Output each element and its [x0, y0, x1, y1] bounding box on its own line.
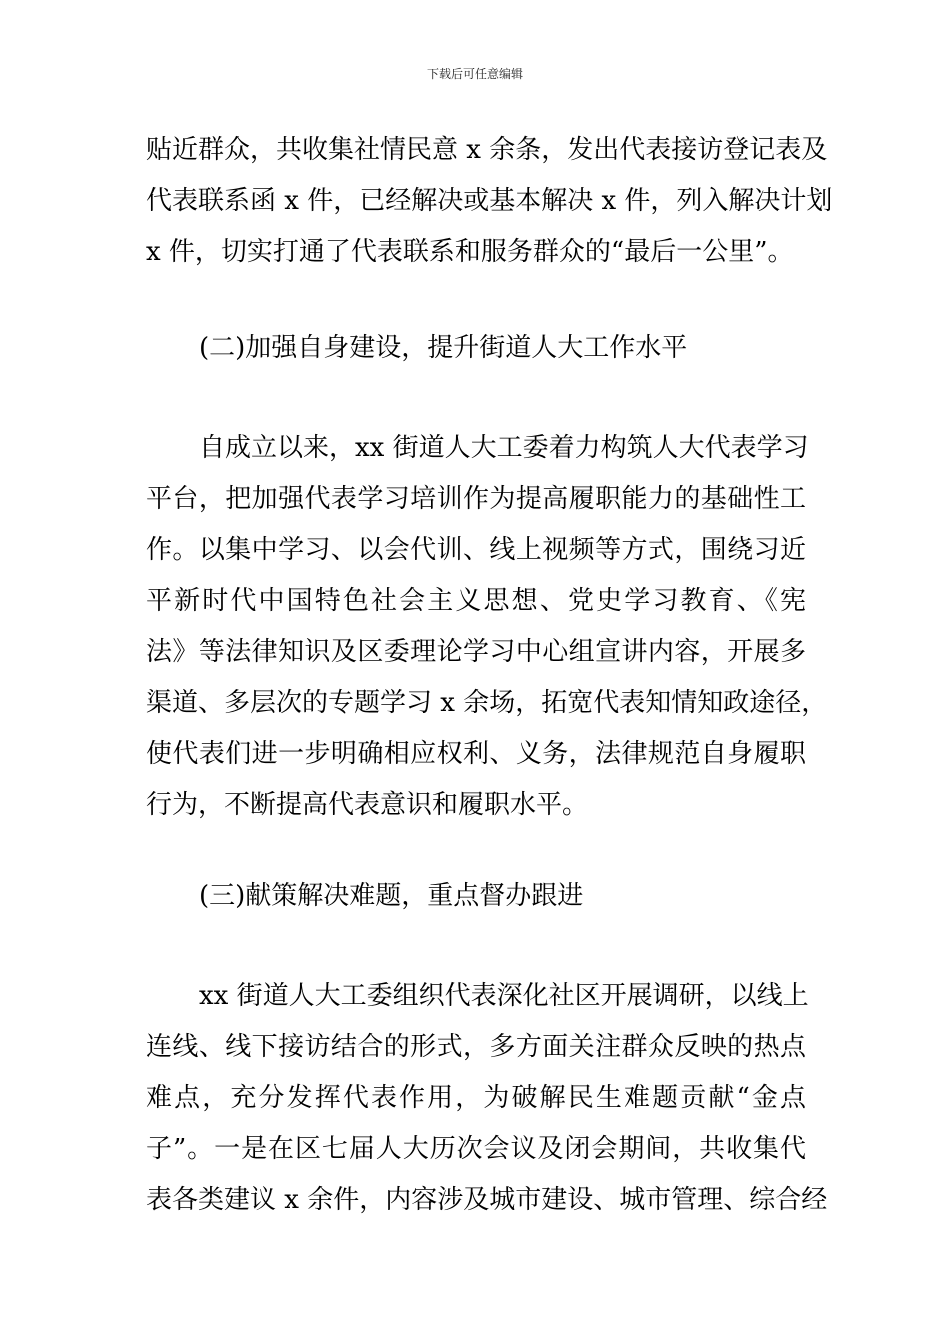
paragraph-line: 难点，充分发挥代表作用，为破解民生难题贡献“金点	[146, 1083, 806, 1113]
paragraph-line: 子”。一是在区七届人大历次会议及闭会期间，共收集代	[146, 1134, 806, 1164]
paragraph-line: 表各类建议 x 余件，内容涉及城市建设、城市管理、综合经	[146, 1185, 828, 1215]
paragraph-line: 平新时代中国特色社会主义思想、党史学习教育、《宪	[146, 586, 806, 616]
paragraph-line: xx 街道人大工委组织代表深化社区开展调研，以线上	[199, 981, 809, 1011]
paragraph-line: 使代表们进一步明确相应权利、义务，法律规范自身履职	[146, 739, 806, 769]
page-header: 下载后可任意编辑	[426, 67, 523, 81]
continuation-paragraph	[146, 125, 833, 278]
paragraph-line: 代表联系函 x 件，已经解决或基本解决 x 件，列入解决计划	[146, 186, 833, 216]
paragraph-line: 渠道、多层次的专题学习 x 余场，拓宽代表知情知政途径，	[146, 688, 828, 718]
section-heading-3: (三)献策解决难题，重点督办跟进	[199, 881, 584, 911]
paragraph-line: 贴近群众，共收集社情民意 x 余条，发出代表接访登记表及	[146, 135, 828, 165]
paragraph-line: 自成立以来，xx 街道人大工委着力构筑人大代表学习	[199, 433, 809, 463]
paragraph-line: 法》等法律知识及区委理论学习中心组宣讲内容，开展多	[146, 637, 806, 667]
section-heading-2: (二)加强自身建设，提升街道人大工作水平	[199, 333, 688, 363]
section-3-paragraph	[146, 971, 828, 1226]
paragraph-line: 连线、线下接访结合的形式，多方面关注群众反映的热点	[146, 1032, 806, 1062]
paragraph-line: x 件，切实打通了代表联系和服务群众的“最后一公里”。	[146, 237, 794, 267]
paragraph-line: 平台，把加强代表学习培训作为提高履职能力的基础性工	[146, 484, 806, 514]
paragraph-line: 作。以集中学习、以会代训、线上视频等方式，围绕习近	[146, 535, 806, 565]
section-2-paragraph	[146, 423, 828, 831]
paragraph-line: 行为，不断提高代表意识和履职水平。	[146, 790, 589, 820]
